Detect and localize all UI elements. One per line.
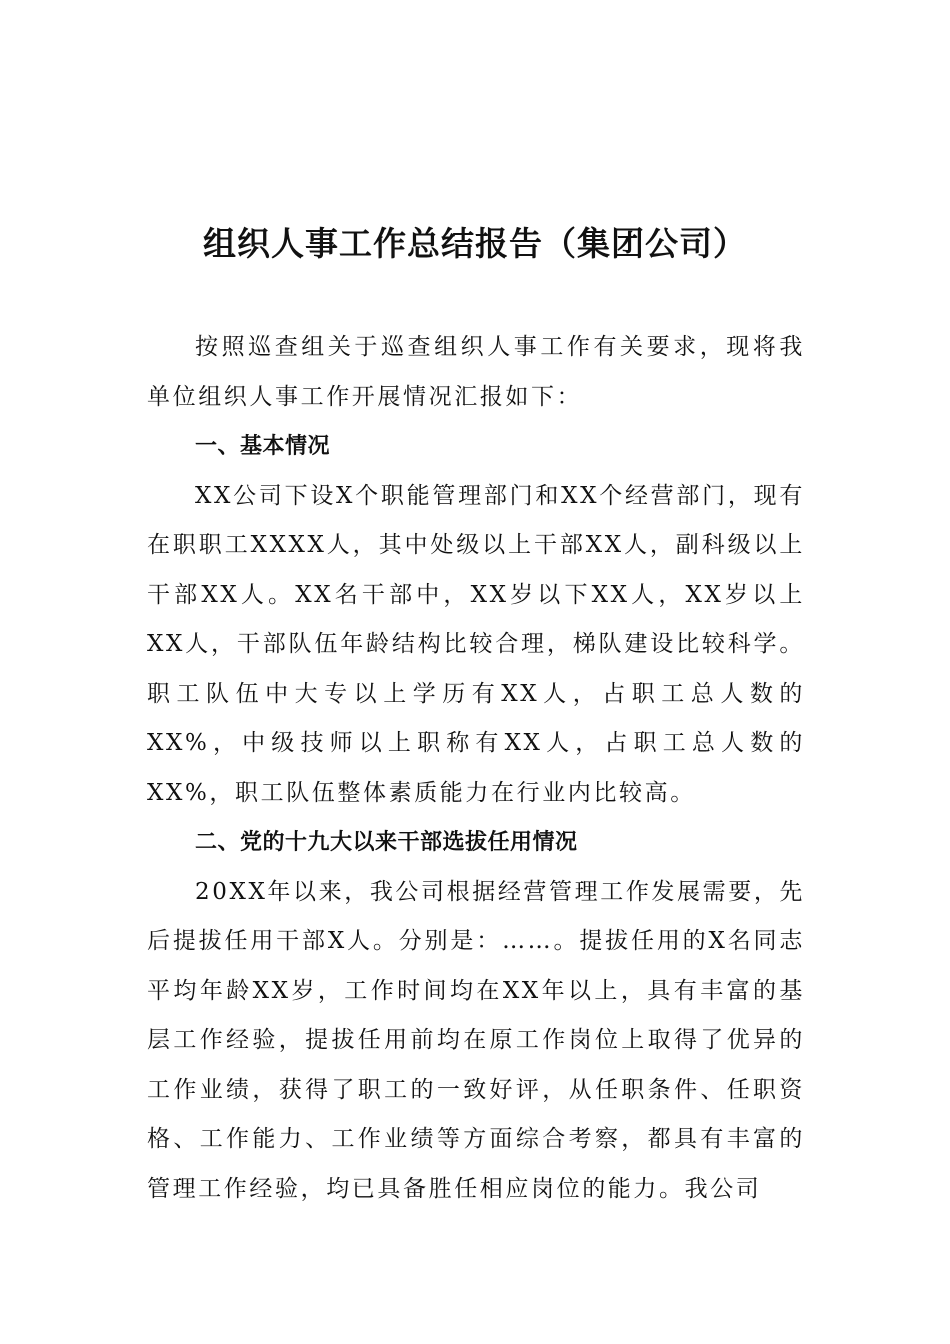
document-body <box>147 323 805 1214</box>
document-title: 组织人事工作总结报告（集团公司） <box>203 224 747 263</box>
section-heading-selection: 二、党的十九大以来干部选拔任用情况 <box>195 830 578 855</box>
section-paragraph-selection: 20XX年以来，我公司根据经营管理工作发展需要，先后提拔任用干部X人。分别是：……。提拔任用的X名同志平均年龄XX岁，工作时间均在XX年以上，具有丰富的基层工作经验，提拔任用前均在原工作岗位上取得了优异的工作业绩，获得了职工的一致好评，从任职条件、任职资格、工作能力、工作业绩等方面综合考察，都具有丰富的管理工作经验，均已具备胜任相应岗位的能力。我公司 <box>147 878 806 1202</box>
section-paragraph-basic: XX公司下设X个职能管理部门和XX个经营部门，现有在职职工XXXX人，其中处级以上干部XX人，副科级以上干部XX人。XX名干部中，XX岁以下XX人，XX岁以上XX人，干部队伍年龄结构比较合理，梯队建设比较科学。职工队伍中大专以上学历有XX人，占职工总人数的XX%，中级技师以上职称有XX人，占职工总人数的XX%，职工队伍整体素质能力在行业内比较高。 <box>147 482 805 806</box>
section-heading-basic: 一、基本情况 <box>195 434 331 459</box>
intro-paragraph: 按照巡查组关于巡查组织人事工作有关要求，现将我单位组织人事工作开展情况汇报如下： <box>147 334 805 410</box>
